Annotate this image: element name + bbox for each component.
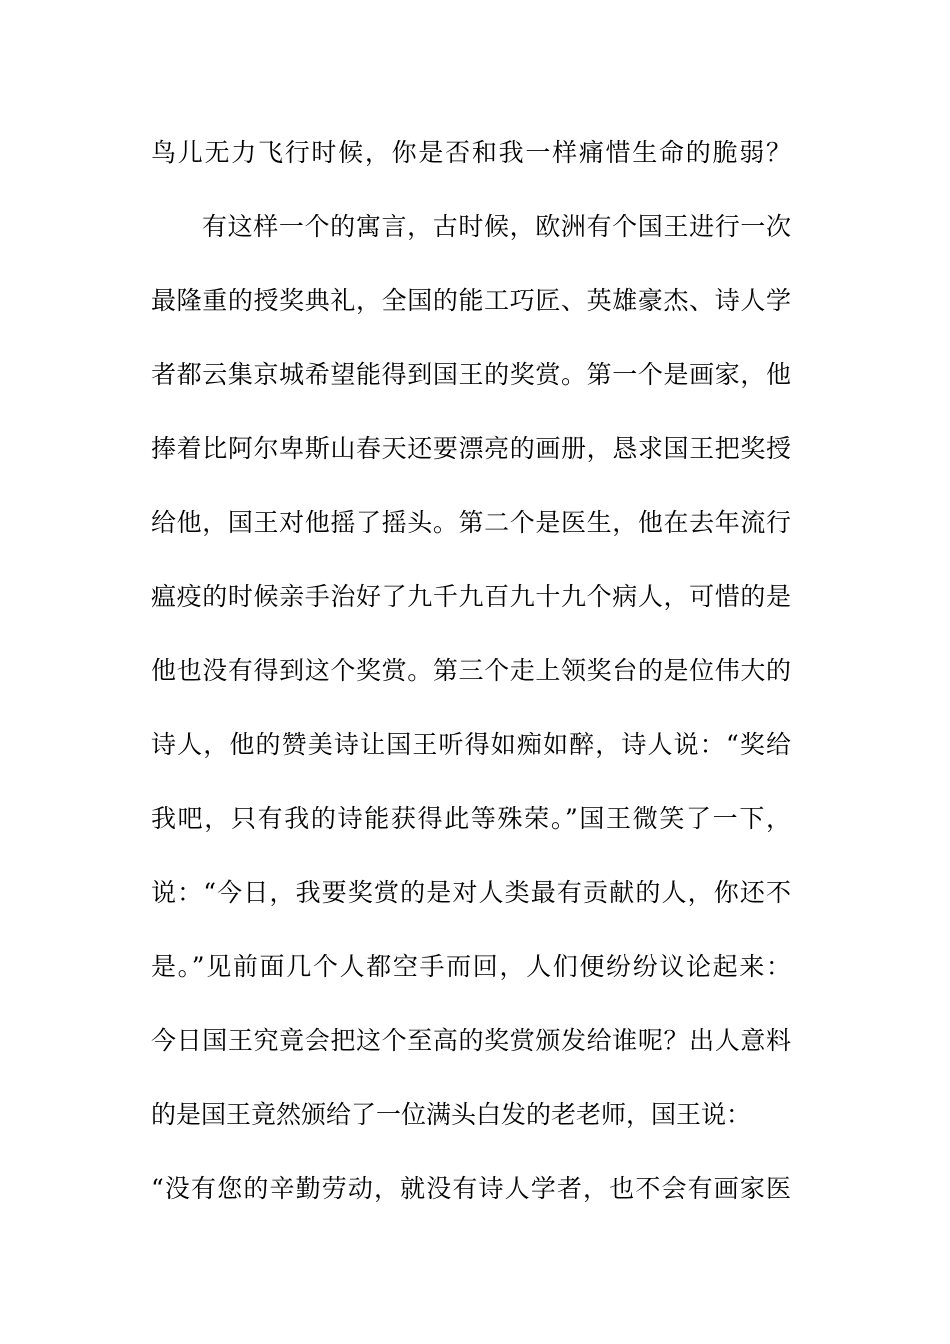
text-line: 的是国王竟然颁给了一位满头白发的老老师，国王说：: [151, 1100, 752, 1129]
text-line: 瘟疫的时候亲手治好了九千九百九十九个病人，可惜的是: [151, 582, 791, 611]
text-line: 他也没有得到这个奖赏。第三个走上领奖台的是位伟大的: [151, 656, 791, 685]
paragraph-first-line: 有这样一个的寓言，古时候，欧洲有个国王进行一次: [202, 212, 791, 241]
body-text: [151, 130, 791, 1240]
text-line: 诗人，他的赞美诗让国王听得如痴如醉，诗人说：“奖给: [151, 730, 791, 759]
text-line: “没有您的辛勤劳动，就没有诗人学者，也不会有画家医: [151, 1174, 791, 1203]
text-line: 今日国王究竟会把这个至高的奖赏颁发给谁呢？出人意料: [151, 1026, 791, 1055]
text-line: 者都云集京城希望能得到国王的奖赏。第一个是画家，他: [151, 360, 791, 389]
text-line: 说：“今日，我要奖赏的是对人类最有贡献的人，你还不: [151, 878, 791, 907]
text-line: 捧着比阿尔卑斯山春天还要漂亮的画册，恳求国王把奖授: [151, 434, 791, 463]
text-line: 最隆重的授奖典礼，全国的能工巧匠、英雄豪杰、诗人学: [151, 286, 791, 315]
text-line: 给他，国王对他摇了摇头。第二个是医生，他在去年流行: [151, 508, 791, 537]
text-line: 我吧，只有我的诗能获得此等殊荣。”国王微笑了一下，: [151, 804, 791, 833]
text-line: 是。”见前面几个人都空手而回，人们便纷纷议论起来：: [151, 952, 791, 981]
text-line: 鸟儿无力飞行时候，你是否和我一样痛惜生命的脆弱？: [151, 138, 791, 167]
